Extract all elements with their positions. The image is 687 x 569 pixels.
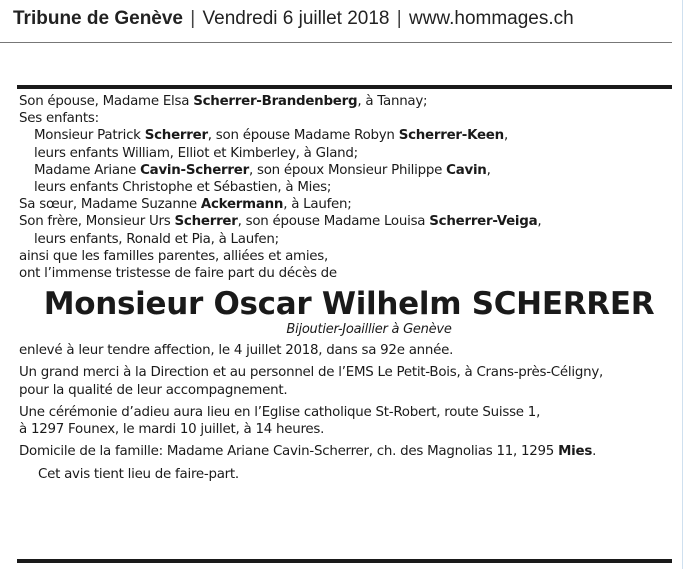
deceased-profession: Bijoutier-Joaillier à Genève bbox=[286, 322, 452, 338]
family-line bbox=[19, 162, 679, 179]
family-text: , à Laufen; bbox=[283, 197, 352, 213]
website-link[interactable]: www.hommages.ch bbox=[408, 8, 574, 29]
family-text: , son épouse Madame Louisa bbox=[237, 214, 430, 230]
family-text: Sa sœur, Madame Suzanne bbox=[19, 197, 201, 213]
family-text: leurs enfants Christophe et Sébastien, à Mies; bbox=[34, 180, 332, 196]
family-surname: Scherrer bbox=[144, 128, 208, 144]
departure-line: enlevé à leur tendre affection, le 4 juillet 2018, dans sa 92e année. bbox=[19, 343, 454, 359]
family-text: , bbox=[537, 214, 542, 230]
family-surname: Ackermann bbox=[200, 197, 284, 213]
family-surname: Cavin-Scherrer bbox=[140, 162, 249, 178]
family-text: leurs enfants William, Elliot et Kimberley, à Gland; bbox=[34, 145, 358, 161]
newspaper-header bbox=[13, 8, 574, 30]
family-surname: Scherrer-Brandenberg bbox=[193, 94, 358, 109]
family-text: , bbox=[486, 162, 491, 178]
family-text: , son époux Monsieur Philippe bbox=[248, 162, 447, 178]
family-text: Ses enfants: bbox=[19, 111, 99, 127]
family-line bbox=[19, 231, 679, 248]
header-divider bbox=[0, 42, 672, 43]
family-line bbox=[19, 265, 679, 282]
family-line bbox=[19, 213, 679, 230]
domicile-end: . bbox=[592, 444, 597, 460]
domicile-town: Mies bbox=[558, 444, 593, 460]
family-line bbox=[19, 179, 679, 196]
family-text: Monsieur Patrick bbox=[34, 128, 145, 144]
family-surname: Cavin bbox=[446, 162, 487, 178]
publication-date: Vendredi 6 juillet 2018 bbox=[202, 8, 390, 29]
family-surname: Scherrer bbox=[174, 214, 238, 230]
page-edge bbox=[682, 0, 683, 569]
header-separator: | bbox=[396, 8, 402, 29]
family-text: leurs enfants, Ronald et Pia, à Laufen; bbox=[34, 231, 279, 247]
family-line bbox=[19, 196, 679, 213]
domicile-line bbox=[19, 443, 679, 460]
ceremony-line: à 1297 Founex, le mardi 10 juillet, à 14 heures. bbox=[19, 422, 325, 438]
family-line bbox=[19, 145, 679, 162]
family-line bbox=[19, 127, 679, 144]
ceremony-line: Une cérémonie d’adieu aura lieu en l’Eglise catholique St-Robert, route Suisse 1, bbox=[19, 404, 541, 420]
family-list bbox=[19, 93, 679, 282]
family-line bbox=[19, 93, 679, 110]
notice-top-border bbox=[17, 85, 672, 89]
family-text: Madame Ariane bbox=[34, 162, 141, 178]
domicile-address: Domicile de la famille: Madame Ariane Cavin-Scherrer, ch. des Magnolias 11, 1295 bbox=[19, 444, 559, 460]
ceremony-paragraph bbox=[19, 404, 679, 438]
thanks-line: Un grand merci à la Direction et au personnel de l’EMS Le Petit-Bois, à Crans-près-Céligny, bbox=[19, 365, 604, 381]
header-separator: | bbox=[190, 8, 196, 29]
family-text: , son épouse Madame Robyn bbox=[207, 128, 399, 144]
thanks-line: pour la qualité de leur accompagnement. bbox=[19, 382, 288, 398]
family-line bbox=[19, 110, 679, 127]
family-line bbox=[19, 248, 679, 265]
family-text: Son frère, Monsieur Urs bbox=[19, 214, 175, 230]
family-text: Son épouse, Madame Elsa bbox=[19, 94, 194, 109]
death-notice bbox=[19, 93, 679, 484]
family-surname: Scherrer-Veiga bbox=[429, 214, 538, 230]
family-text: ainsi que les familles parentes, alliées et amies, bbox=[19, 248, 329, 264]
family-text: ont l’immense tristesse de faire part du décès de bbox=[19, 266, 337, 282]
closing-line: Cet avis tient lieu de faire-part. bbox=[38, 467, 239, 483]
family-text: , à Tannay; bbox=[357, 94, 428, 109]
thanks-paragraph bbox=[19, 364, 679, 398]
notice-bottom-border bbox=[17, 559, 672, 563]
family-text: , bbox=[503, 128, 508, 144]
family-surname: Scherrer-Keen bbox=[398, 128, 504, 144]
newspaper-name: Tribune de Genève bbox=[13, 8, 183, 29]
deceased-name: Monsieur Oscar Wilhelm SCHERRER bbox=[43, 286, 655, 323]
